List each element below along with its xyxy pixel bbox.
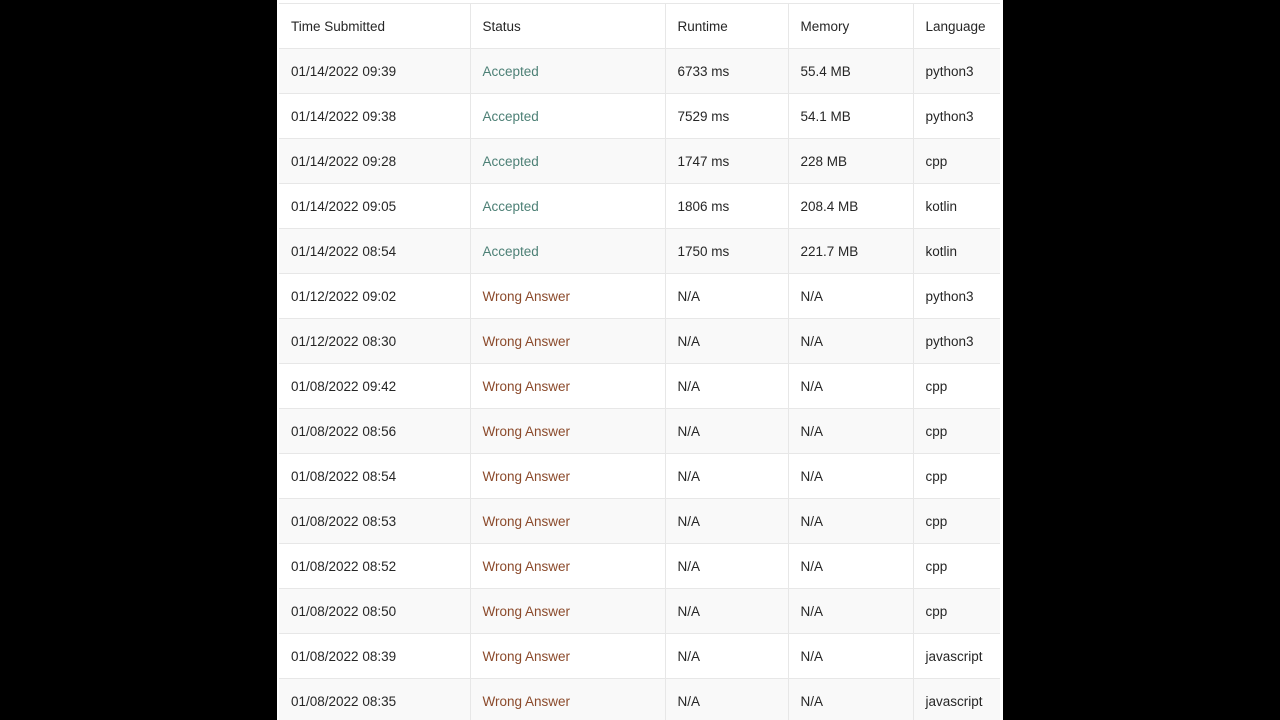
table-row xyxy=(279,544,1000,589)
submission-time: 01/12/2022 08:30 xyxy=(279,319,470,364)
submission-language: cpp xyxy=(913,454,1000,499)
submission-time: 01/08/2022 08:39 xyxy=(279,634,470,679)
table-row xyxy=(279,634,1000,679)
submission-runtime: 1750 ms xyxy=(665,229,788,274)
submission-status-link[interactable]: Accepted xyxy=(470,49,665,94)
submission-memory: N/A xyxy=(788,454,913,499)
submission-language: cpp xyxy=(913,544,1000,589)
table-row xyxy=(279,499,1000,544)
submission-status-link[interactable]: Accepted xyxy=(470,94,665,139)
table-row xyxy=(279,49,1000,94)
submission-language: javascript xyxy=(913,679,1000,720)
submission-language: cpp xyxy=(913,139,1000,184)
submission-time: 01/14/2022 09:38 xyxy=(279,94,470,139)
header-time-submitted[interactable]: Time Submitted xyxy=(279,4,470,49)
submission-time: 01/14/2022 09:39 xyxy=(279,49,470,94)
table-row xyxy=(279,409,1000,454)
submission-language: python3 xyxy=(913,274,1000,319)
submission-memory: 54.1 MB xyxy=(788,94,913,139)
table-row xyxy=(279,364,1000,409)
submission-language: cpp xyxy=(913,499,1000,544)
submission-memory: N/A xyxy=(788,364,913,409)
submission-time: 01/08/2022 08:50 xyxy=(279,589,470,634)
submission-runtime: N/A xyxy=(665,499,788,544)
submission-time: 01/14/2022 09:28 xyxy=(279,139,470,184)
submission-time: 01/14/2022 08:54 xyxy=(279,229,470,274)
submission-runtime: N/A xyxy=(665,319,788,364)
submission-status-link[interactable]: Wrong Answer xyxy=(470,499,665,544)
submission-language: python3 xyxy=(913,94,1000,139)
submission-memory: N/A xyxy=(788,679,913,720)
header-memory[interactable]: Memory xyxy=(788,4,913,49)
submission-status-link[interactable]: Wrong Answer xyxy=(470,679,665,720)
submission-status-link[interactable]: Wrong Answer xyxy=(470,589,665,634)
submission-time: 01/08/2022 08:53 xyxy=(279,499,470,544)
submission-memory: N/A xyxy=(788,634,913,679)
submission-language: cpp xyxy=(913,364,1000,409)
submission-memory: N/A xyxy=(788,544,913,589)
table-row xyxy=(279,589,1000,634)
submission-memory: 228 MB xyxy=(788,139,913,184)
header-language[interactable]: Language xyxy=(913,4,1000,49)
submission-runtime: N/A xyxy=(665,544,788,589)
table-row xyxy=(279,679,1000,720)
submissions-panel xyxy=(277,0,1003,720)
submission-runtime: 1806 ms xyxy=(665,184,788,229)
table-row xyxy=(279,184,1000,229)
submission-memory: 221.7 MB xyxy=(788,229,913,274)
submission-time: 01/14/2022 09:05 xyxy=(279,184,470,229)
table-row xyxy=(279,319,1000,364)
submission-language: javascript xyxy=(913,634,1000,679)
submission-time: 01/08/2022 08:35 xyxy=(279,679,470,720)
submission-status-link[interactable]: Wrong Answer xyxy=(470,364,665,409)
submission-memory: N/A xyxy=(788,319,913,364)
submission-status-link[interactable]: Accepted xyxy=(470,184,665,229)
submission-runtime: 1747 ms xyxy=(665,139,788,184)
submission-language: python3 xyxy=(913,49,1000,94)
submission-runtime: N/A xyxy=(665,364,788,409)
header-status[interactable]: Status xyxy=(470,4,665,49)
submission-status-link[interactable]: Wrong Answer xyxy=(470,274,665,319)
submission-language: cpp xyxy=(913,589,1000,634)
submission-runtime: N/A xyxy=(665,589,788,634)
header-runtime[interactable]: Runtime xyxy=(665,4,788,49)
table-row xyxy=(279,454,1000,499)
submission-language: kotlin xyxy=(913,184,1000,229)
submission-runtime: N/A xyxy=(665,409,788,454)
submission-runtime: N/A xyxy=(665,679,788,720)
submission-status-link[interactable]: Wrong Answer xyxy=(470,634,665,679)
submission-status-link[interactable]: Wrong Answer xyxy=(470,454,665,499)
submission-status-link[interactable]: Wrong Answer xyxy=(470,409,665,454)
submission-language: kotlin xyxy=(913,229,1000,274)
submission-status-link[interactable]: Accepted xyxy=(470,139,665,184)
submission-memory: 55.4 MB xyxy=(788,49,913,94)
submission-time: 01/08/2022 08:52 xyxy=(279,544,470,589)
table-row xyxy=(279,94,1000,139)
submission-runtime: N/A xyxy=(665,634,788,679)
table-row xyxy=(279,229,1000,274)
submission-memory: N/A xyxy=(788,499,913,544)
submission-status-link[interactable]: Wrong Answer xyxy=(470,319,665,364)
submission-runtime: 7529 ms xyxy=(665,94,788,139)
submission-time: 01/08/2022 08:54 xyxy=(279,454,470,499)
submissions-table xyxy=(279,3,1000,720)
submission-status-link[interactable]: Wrong Answer xyxy=(470,544,665,589)
table-header-row xyxy=(279,4,1000,49)
table-row xyxy=(279,274,1000,319)
submission-memory: N/A xyxy=(788,589,913,634)
submission-memory: N/A xyxy=(788,409,913,454)
submission-time: 01/12/2022 09:02 xyxy=(279,274,470,319)
submission-status-link[interactable]: Accepted xyxy=(470,229,665,274)
submission-runtime: N/A xyxy=(665,454,788,499)
submission-time: 01/08/2022 09:42 xyxy=(279,364,470,409)
submission-memory: N/A xyxy=(788,274,913,319)
submission-time: 01/08/2022 08:56 xyxy=(279,409,470,454)
submission-runtime: 6733 ms xyxy=(665,49,788,94)
table-row xyxy=(279,139,1000,184)
submission-memory: 208.4 MB xyxy=(788,184,913,229)
submission-language: python3 xyxy=(913,319,1000,364)
submission-language: cpp xyxy=(913,409,1000,454)
submission-runtime: N/A xyxy=(665,274,788,319)
